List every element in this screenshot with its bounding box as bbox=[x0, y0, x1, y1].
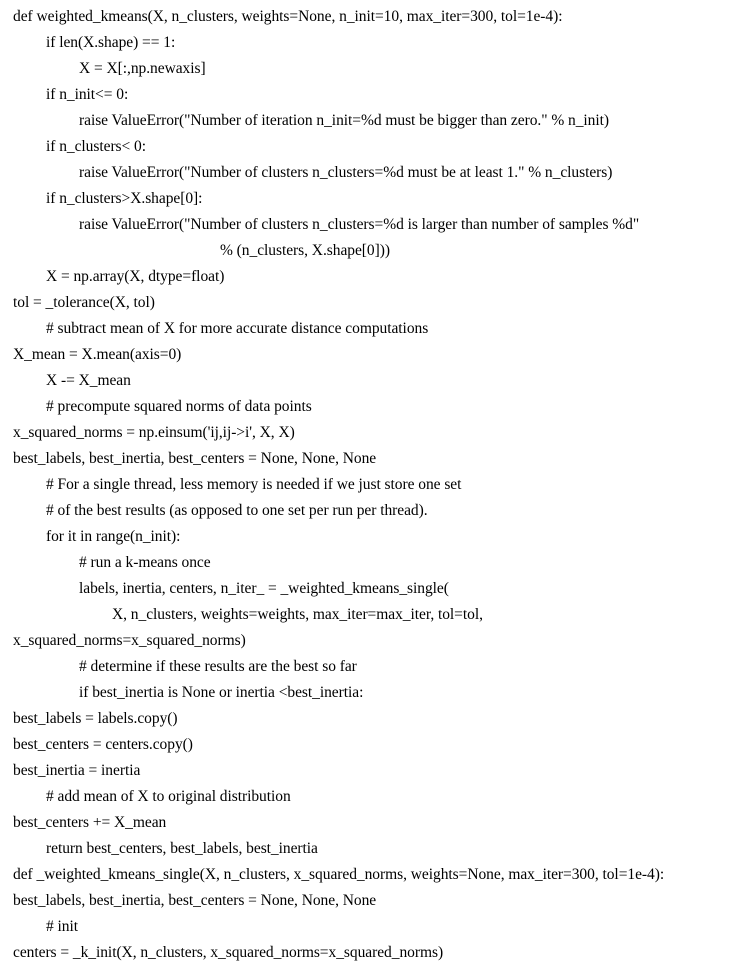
code-comment: # precompute squared norms of data points bbox=[46, 398, 312, 415]
code-line: if n_init<= 0: bbox=[46, 86, 129, 103]
code-line: X = np.array(X, dtype=float) bbox=[46, 268, 225, 285]
code-line: raise ValueError("Number of clusters n_clusters=%d is larger than number of samples %d" bbox=[79, 216, 640, 233]
code-line: best_centers += X_mean bbox=[13, 814, 167, 831]
code-comment: # For a single thread, less memory is needed if we just store one set bbox=[46, 476, 462, 493]
code-line: if n_clusters>X.shape[0]: bbox=[46, 190, 203, 207]
code-line: return best_centers, best_labels, best_inertia bbox=[46, 840, 318, 857]
code-comment: # run a k-means once bbox=[79, 554, 211, 571]
code-line: % (n_clusters, X.shape[0])) bbox=[220, 242, 390, 259]
code-line: best_labels, best_inertia, best_centers = None, None, None bbox=[13, 892, 377, 909]
code-comment: # add mean of X to original distribution bbox=[46, 788, 291, 805]
code-line: x_squared_norms = np.einsum('ij,ij->i', X, X) bbox=[13, 424, 295, 441]
code-line: raise ValueError("Number of clusters n_clusters=%d must be at least 1." % n_clusters) bbox=[79, 164, 613, 181]
code-line: if best_inertia is None or inertia <best_inertia: bbox=[79, 684, 364, 701]
code-comment: # subtract mean of X for more accurate distance computations bbox=[46, 320, 429, 337]
code-line: X, n_clusters, weights=weights, max_iter=max_iter, tol=tol, bbox=[112, 606, 483, 623]
code-line: if n_clusters< 0: bbox=[46, 138, 147, 155]
code-comment: # of the best results (as opposed to one set per run per thread). bbox=[46, 502, 428, 519]
code-line: def weighted_kmeans(X, n_clusters, weights=None, n_init=10, max_iter=300, tol=1e-4): bbox=[13, 8, 563, 25]
code-comment: # init bbox=[46, 918, 78, 935]
code-line: X = X[:,np.newaxis] bbox=[79, 60, 206, 77]
code-line: x_squared_norms=x_squared_norms) bbox=[13, 632, 246, 649]
code-comment: # determine if these results are the best so far bbox=[79, 658, 357, 675]
code-line: for it in range(n_init): bbox=[46, 528, 181, 545]
code-line: if len(X.shape) == 1: bbox=[46, 34, 176, 51]
code-line: def _weighted_kmeans_single(X, n_clusters, x_squared_norms, weights=None, max_iter=300, tol=1e-4): bbox=[13, 866, 665, 883]
code-line: best_labels = labels.copy() bbox=[13, 710, 178, 727]
code-line: best_labels, best_inertia, best_centers = None, None, None bbox=[13, 450, 377, 467]
code-line: tol = _tolerance(X, tol) bbox=[13, 294, 155, 311]
code-line: centers = _k_init(X, n_clusters, x_squared_norms=x_squared_norms) bbox=[13, 944, 444, 961]
code-line: X -= X_mean bbox=[46, 372, 131, 389]
code-line: X_mean = X.mean(axis=0) bbox=[13, 346, 182, 363]
code-line: best_centers = centers.copy() bbox=[13, 736, 193, 753]
code-line: labels, inertia, centers, n_iter_ = _weighted_kmeans_single( bbox=[79, 580, 449, 597]
code-line: best_inertia = inertia bbox=[13, 762, 141, 779]
code-line: raise ValueError("Number of iteration n_init=%d must be bigger than zero." % n_init) bbox=[79, 112, 609, 129]
